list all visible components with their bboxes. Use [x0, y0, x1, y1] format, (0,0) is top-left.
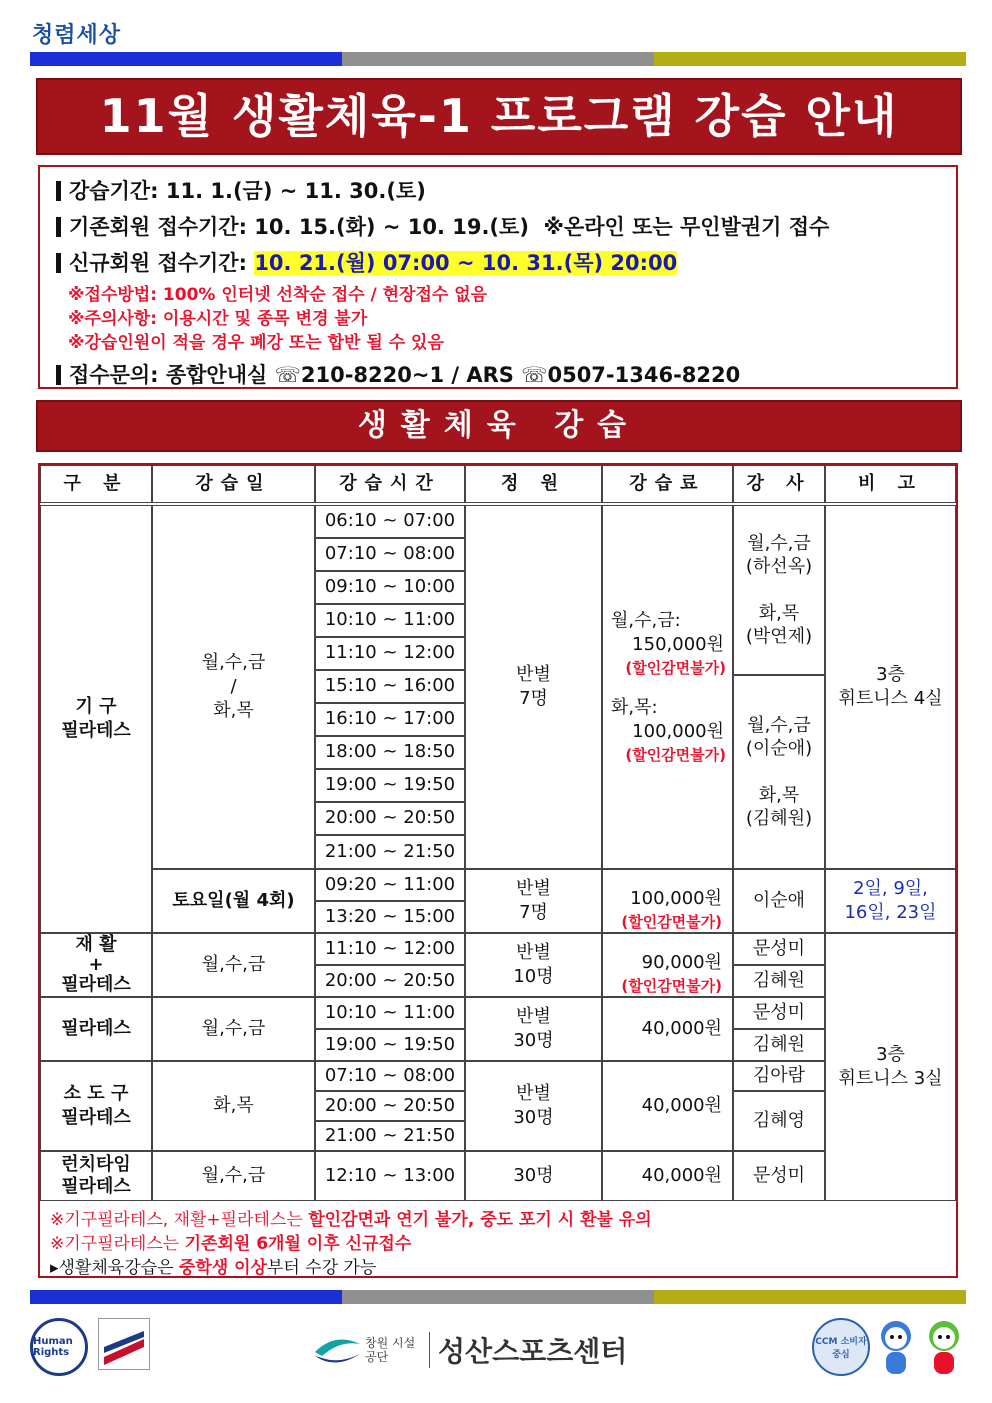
lunch-capacity: 30명: [465, 1151, 602, 1201]
header-fee: 강습료: [602, 465, 733, 503]
pilates-category: 필라테스: [40, 997, 152, 1061]
equip-fee: [602, 505, 733, 869]
small-instructor: 김아람: [733, 1061, 825, 1091]
saturday-instructor: 이순애: [733, 869, 825, 933]
new-period-highlight: 10. 21.(월) 07:00 ~ 10. 31.(목) 20:00: [254, 251, 678, 275]
saturday-capacity: 반별 7명: [465, 869, 602, 933]
existing-member-line: 기존회원 접수기간: 10. 15.(화) ~ 10. 19.(토) ※온라인 또는 무인발권기 접수: [56, 211, 829, 241]
lunch-days: 월,수,금: [152, 1151, 315, 1201]
org-logo-icon: [310, 1330, 365, 1370]
equip-room-note: 3층 휘트니스 4실: [825, 505, 956, 869]
saturday-time-row: 13:20 ~ 15:00: [315, 901, 465, 933]
rehab-days: 월,수,금: [152, 933, 315, 997]
header-days: 강습일: [152, 465, 315, 503]
saturday-days: 토요일(월 4회): [152, 869, 315, 933]
rehab-instructor: 김혜원: [733, 965, 825, 997]
period-line: 강습기간: 11. 1.(금) ~ 11. 30.(토): [56, 175, 426, 205]
human-rights-badge-icon: Human Rights: [30, 1318, 88, 1376]
rehab-time-row: 20:00 ~ 20:50: [315, 965, 465, 997]
rehab-time-row: 11:10 ~ 12:00: [315, 933, 465, 965]
equip-time-row: 11:10 ~ 12:00: [315, 637, 465, 670]
ccm-badge-icon: CCM 소비자중심: [812, 1318, 870, 1376]
equip-time-row: 15:10 ~ 16:00: [315, 670, 465, 703]
note-caution: ※주의사항: 이용시간 및 종목 변경 불가: [68, 309, 368, 329]
pilates-instructor: 문성미: [733, 997, 825, 1029]
no-discount-label: (할인감면불가): [621, 912, 722, 931]
equip-time-row: 18:00 ~ 18:50: [315, 736, 465, 769]
small-category: 소 도 구 필라테스: [40, 1061, 152, 1151]
pilates-fee: 40,000원: [602, 997, 733, 1061]
lunch-fee: 40,000원: [602, 1151, 733, 1201]
bottom-color-bar: [30, 1290, 966, 1304]
no-discount-label: (할인감면불가): [621, 976, 722, 995]
equip-instructors-b: 월,수,금 (이순애) 화,목 (김혜원): [733, 675, 825, 869]
small-instructor: 김혜영: [733, 1091, 825, 1151]
org-name: 창원 시설공단: [365, 1335, 416, 1364]
center-logo: [310, 1330, 627, 1370]
pilates-time-row: 10:10 ~ 11:00: [315, 997, 465, 1029]
header-time: 강습시간: [315, 465, 465, 503]
equip-time-row: 21:00 ~ 21:50: [315, 835, 465, 869]
equip-time-row: 20:00 ~ 20:50: [315, 802, 465, 835]
equip-time-row: 07:10 ~ 08:00: [315, 538, 465, 571]
header-instructor: 강 사: [733, 465, 825, 503]
equip-time-row: 10:10 ~ 11:00: [315, 604, 465, 637]
note-closure: ※강습인원이 적을 경우 폐강 또는 합반 될 수 있음: [68, 333, 444, 353]
room-note-3f: 3층 휘트니스 3실: [825, 933, 956, 1201]
footer-note-1: ※기구필라테스, 재활+필라테스는 할인감면과 연기 불가, 중도 포기 시 환불 유의: [50, 1210, 652, 1230]
saturday-fee: [602, 869, 733, 933]
equip-time-row: 09:10 ~ 10:00: [315, 571, 465, 604]
equip-time-row: 16:10 ~ 17:00: [315, 703, 465, 736]
mascot-green-icon: [922, 1318, 966, 1380]
header-capacity: 정 원: [465, 465, 602, 503]
rehab-category: 재 활 + 필라테스: [40, 933, 152, 997]
lunch-time: 12:10 ~ 13:00: [315, 1151, 465, 1201]
note-method: ※접수방법: 100% 인터넷 선착순 접수 / 현장접수 없음: [68, 285, 488, 305]
pilates-time-row: 19:00 ~ 19:50: [315, 1029, 465, 1061]
no-discount-label: (할인감면불가): [625, 745, 726, 764]
center-name: 성산스포츠센터: [438, 1335, 628, 1368]
certification-badge-icon: [98, 1318, 150, 1370]
no-discount-label: (할인감면불가): [625, 658, 726, 677]
fee-tt-label: 화,목:: [611, 697, 658, 718]
equip-instructors-a: 월,수,금 (하선옥) 화,목 (박연제): [733, 505, 825, 675]
rehab-fee-value: 90,000원: [641, 952, 722, 974]
small-fee: 40,000원: [602, 1061, 733, 1151]
saturday-time-row: 09:20 ~ 11:00: [315, 869, 465, 901]
lunch-category: 런치타임 필라테스: [40, 1151, 152, 1201]
rehab-instructor: 문성미: [733, 933, 825, 965]
pilates-days: 월,수,금: [152, 997, 315, 1061]
equip-days: 월,수,금 / 화,목: [152, 505, 315, 869]
equip-category: 기 구 필라테스: [40, 505, 152, 933]
equip-time-row: 19:00 ~ 19:50: [315, 769, 465, 802]
footer-note-3: ▸생활체육강습은 중학생 이상부터 수강 가능: [50, 1258, 377, 1278]
fee-mwf-label: 월,수,금:: [611, 610, 681, 632]
rehab-capacity: 반별 10명: [465, 933, 602, 997]
small-days: 화,목: [152, 1061, 315, 1151]
brand-logo: 청렴세상: [32, 23, 122, 48]
schedule-table: [38, 463, 958, 1278]
new-member-line: 신규회원 접수기간: 10. 21.(월) 07:00 ~ 10. 31.(목) 20:00: [56, 247, 677, 277]
contact-line: 접수문의: 종합안내실 ☏210-8220~1 / ARS ☏0507-1346-8220: [56, 359, 740, 389]
info-box: [38, 165, 958, 389]
equip-time-row: 06:10 ~ 07:00: [315, 505, 465, 538]
small-capacity: 반별 30명: [465, 1061, 602, 1151]
footer-note-2: ※기구필라테스는 기존회원 6개월 이후 신규접수: [50, 1234, 412, 1254]
mascot-blue-icon: [874, 1318, 918, 1380]
rehab-fee: [602, 933, 733, 997]
page-title: 11월 생활체육-1 프로그램 강습 안내: [38, 80, 960, 153]
header-category: 구 분: [40, 465, 152, 503]
fee-tt: 100,000원: [632, 721, 724, 743]
small-time-row: 21:00 ~ 21:50: [315, 1121, 465, 1151]
top-color-bar: [30, 52, 966, 66]
fee-mwf: 150,000원: [632, 634, 724, 656]
small-time-row: 07:10 ~ 08:00: [315, 1061, 465, 1091]
header-note: 비 고: [825, 465, 956, 503]
saturday-dates: 2일, 9일, 16일, 23일: [825, 869, 956, 933]
pilates-capacity: 반별 30명: [465, 997, 602, 1061]
small-time-row: 20:00 ~ 20:50: [315, 1091, 465, 1121]
equip-capacity: 반별 7명: [465, 505, 602, 869]
pilates-instructor: 김혜원: [733, 1029, 825, 1061]
saturday-fee-value: 100,000원: [630, 888, 722, 910]
lunch-instructor: 문성미: [733, 1151, 825, 1201]
section-title: 생활체육 강습: [38, 402, 960, 450]
